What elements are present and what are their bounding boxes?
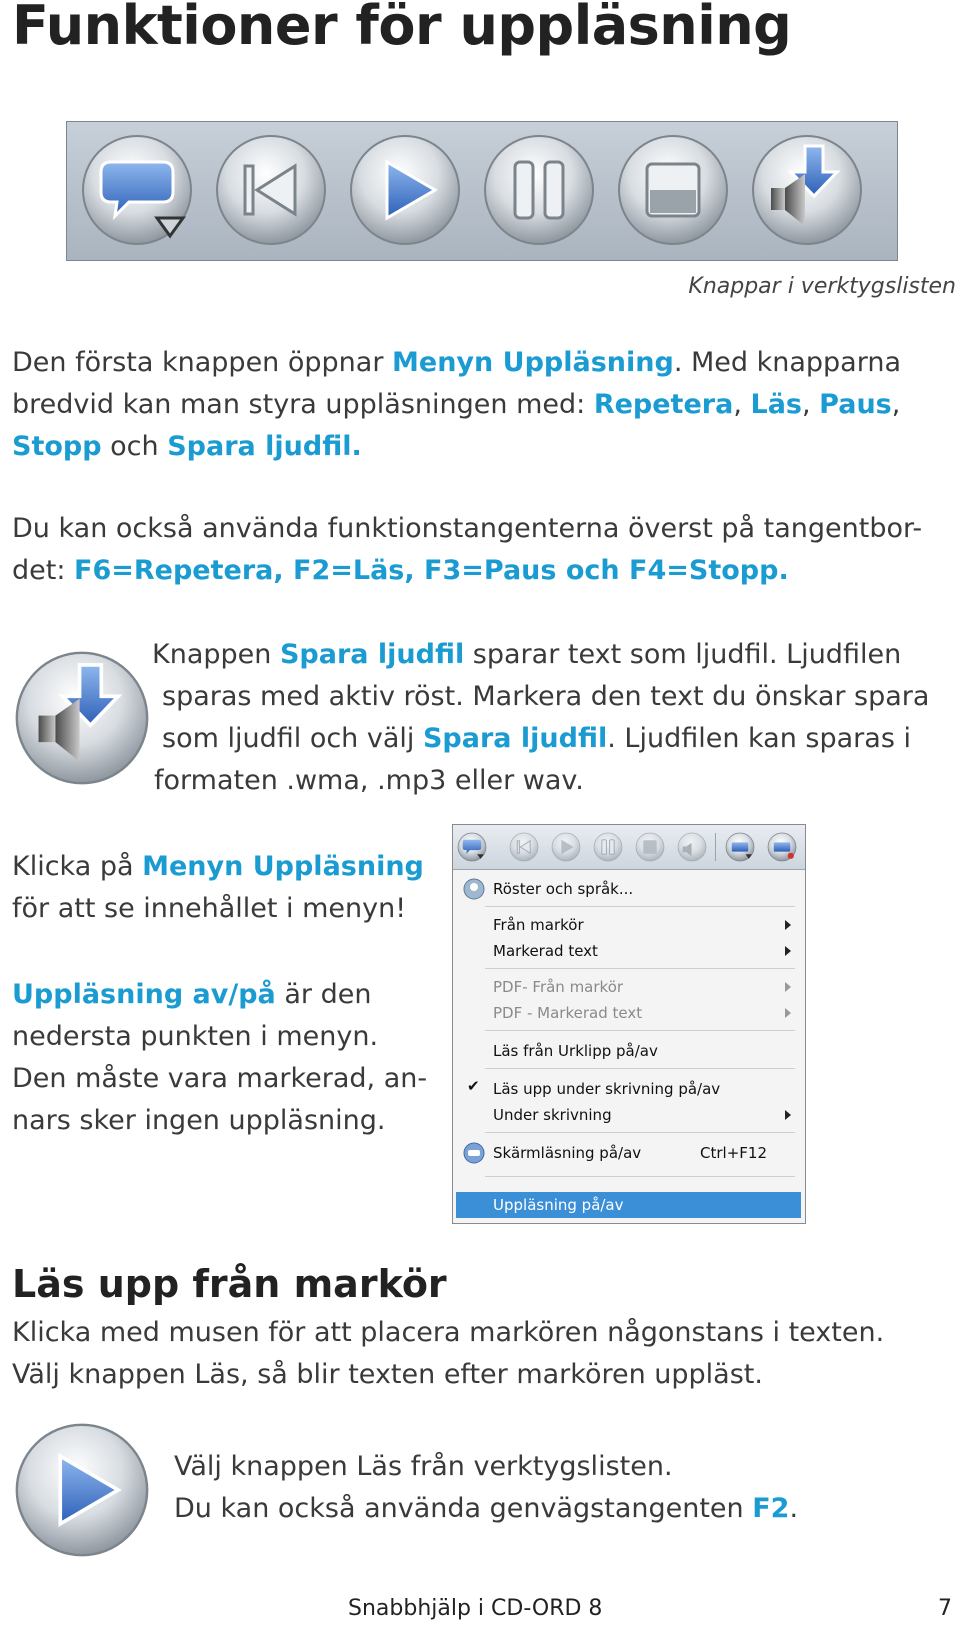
submenu-arrow-icon xyxy=(785,946,791,956)
pause-button[interactable] xyxy=(481,132,597,248)
repeat-icon[interactable] xyxy=(509,832,539,862)
submenu-arrow-icon xyxy=(785,1110,791,1120)
menu-speech-button[interactable] xyxy=(79,132,195,248)
shortcut-label: Ctrl+F12 xyxy=(700,1144,767,1162)
submenu-arrow-icon xyxy=(785,1008,791,1018)
intro-line-3: Stopp och Spara ljudfil. xyxy=(12,431,362,462)
play-button[interactable] xyxy=(347,132,463,248)
mini-toolbar xyxy=(453,825,805,870)
menu-separator xyxy=(485,1132,795,1133)
save-audio-large-icon xyxy=(12,648,152,788)
menu-separator xyxy=(485,1176,795,1177)
save-audio-button[interactable] xyxy=(749,132,865,248)
pause-icon[interactable] xyxy=(593,832,623,862)
play-icon[interactable] xyxy=(551,832,581,862)
reading-toggle-paragraph: Uppläsning av/på är den nedersta punkten i menyn. Den måste vara markerad, an- nars sker ingen uppläsning. xyxy=(12,979,428,1136)
menu-separator xyxy=(485,906,795,907)
menu-speech-icon[interactable] xyxy=(457,832,487,862)
menu-item-from-cursor[interactable]: Från markör xyxy=(493,916,584,934)
submenu-arrow-icon xyxy=(785,982,791,992)
play-paragraph: Välj knappen Läs från verktygslisten. Du kan också använda genvägstangenten F2. xyxy=(174,1451,799,1524)
speech-menu-screenshot xyxy=(452,824,806,1224)
intro-line-1: Den första knappen öppnar Menyn Uppläsning. Med knapparna xyxy=(12,347,902,378)
play-large-icon xyxy=(12,1420,152,1560)
voices-icon xyxy=(463,878,485,900)
function-keys-paragraph: Du kan också använda funktionstangenterna överst på tangentbor- det: F6=Repetera, F2=Läs, F3=Paus och F4=Stopp. xyxy=(12,513,923,586)
menu-item-selected-text[interactable]: Markerad text xyxy=(493,942,598,960)
menu-separator xyxy=(485,968,795,969)
cursor-paragraph: Klicka med musen för att placera markören någonstans i texten. Välj knappen Läs, så blir texten efter markören uppläst. xyxy=(12,1317,885,1390)
play-icon xyxy=(347,132,463,248)
save-audio-icon[interactable] xyxy=(677,832,707,862)
menu-item-pdf-selected-text[interactable]: PDF - Markerad text xyxy=(493,1004,643,1022)
menu-item-read-while-typing[interactable]: Läs upp under skrivning på/av xyxy=(493,1080,721,1098)
toolbar-divider xyxy=(715,833,716,861)
menu-item-voices[interactable]: Röster och språk... xyxy=(493,880,634,898)
intro-line-2: bredvid kan man styra uppläsningen med: Repetera, Läs, Paus, xyxy=(12,389,901,420)
pause-icon xyxy=(481,132,597,248)
repeat-icon xyxy=(213,132,329,248)
save-audio-icon xyxy=(749,132,865,248)
menu-separator xyxy=(485,1030,795,1031)
screen-reader-icon[interactable] xyxy=(725,832,755,862)
stop-icon xyxy=(615,132,731,248)
screen-reader-icon xyxy=(463,1142,485,1164)
menu-reading-link: Menyn Uppläsning xyxy=(392,347,674,378)
extra-tool-icon[interactable] xyxy=(767,832,797,862)
submenu-arrow-icon xyxy=(785,920,791,930)
repeat-button[interactable] xyxy=(213,132,329,248)
menu-speech-icon xyxy=(79,132,195,248)
toolbar-caption: Knappar i verktygslisten xyxy=(688,274,956,299)
speech-toolbar xyxy=(66,121,898,261)
menu-item-reading-onoff[interactable]: Uppläsning på/av xyxy=(456,1192,801,1218)
stop-icon[interactable] xyxy=(635,832,665,862)
section-heading: Läs upp från markör xyxy=(12,1262,447,1306)
menu-item-pdf-from-cursor[interactable]: PDF- Från markör xyxy=(493,978,624,996)
stop-button[interactable] xyxy=(615,132,731,248)
intro-paragraph xyxy=(12,342,952,468)
footer-text: Snabbhjälp i CD-ORD 8 xyxy=(348,1596,603,1621)
menu-item-clipboard[interactable]: Läs från Urklipp på/av xyxy=(493,1042,658,1060)
menu-separator xyxy=(485,1068,795,1069)
menu-dropdown xyxy=(453,870,805,1223)
menu-item-under-typing[interactable]: Under skrivning xyxy=(493,1106,612,1124)
save-audio-paragraph: Knappen Spara ljudfil sparar text som ljudfil. Ljudfilen sparas med aktiv röst. Markera den text du önskar spara som ljudfil och välj Spara ljudfil. Ljudfilen kan sparas i formaten .wma, .mp3 eller wav. xyxy=(152,639,930,796)
menu-item-screen-reading[interactable]: Skärmläsning på/av Ctrl+F12 xyxy=(493,1144,767,1162)
check-icon: ✔ xyxy=(467,1077,480,1095)
page-title: Funktioner för uppläsning xyxy=(12,0,792,57)
page-number: 7 xyxy=(938,1596,952,1621)
menu-explanation-paragraph: Klicka på Menyn Uppläsning för att se innehållet i menyn! xyxy=(12,851,424,924)
